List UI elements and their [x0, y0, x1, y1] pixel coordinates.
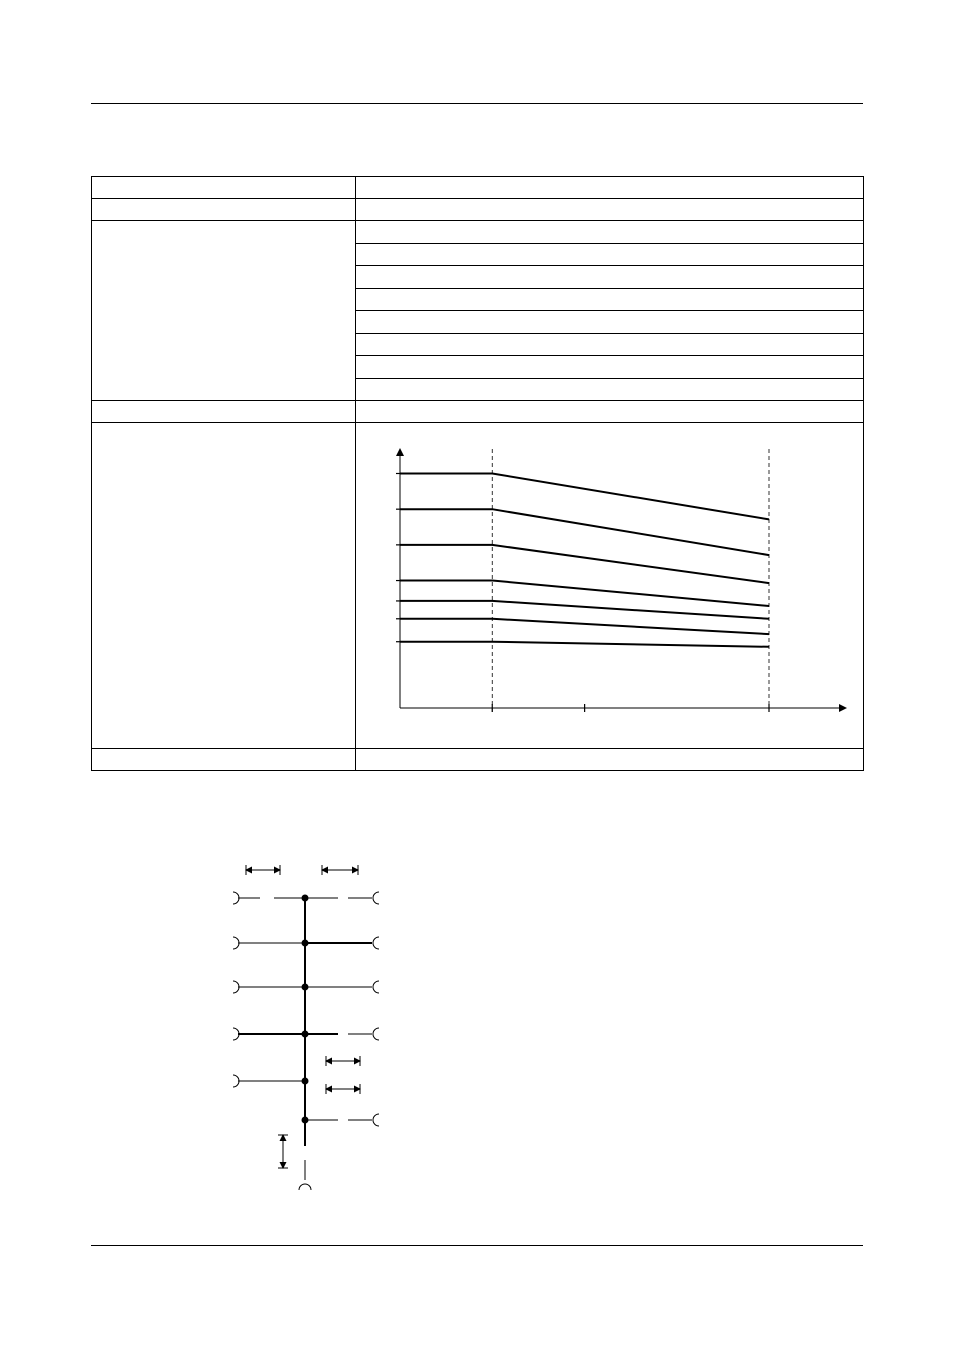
series-line-5: [400, 601, 769, 619]
row-label: [92, 749, 356, 771]
right-terminal: [373, 1114, 379, 1126]
row-value: [356, 749, 864, 771]
row-subvalue: [356, 266, 864, 289]
right-terminal: [373, 892, 379, 904]
row-label: [92, 401, 356, 423]
series-line-6: [400, 619, 769, 634]
series-line-4: [400, 581, 769, 607]
table-row: [92, 749, 864, 771]
series-line-2: [400, 509, 769, 555]
spec-table: [91, 176, 864, 771]
row-subvalue: [356, 378, 864, 401]
row-subvalue: [356, 333, 864, 356]
table-row: [92, 199, 864, 221]
row-label: [92, 177, 356, 199]
row-subvalue: [356, 311, 864, 334]
table-row: [92, 177, 864, 199]
series-line-1: [400, 474, 769, 520]
right-terminal: [373, 1028, 379, 1040]
row-value: [356, 199, 864, 221]
row-subvalue: [356, 243, 864, 266]
row-value: [356, 177, 864, 199]
right-terminal: [373, 981, 379, 993]
table-row: [92, 221, 864, 244]
row-subvalue: [356, 356, 864, 379]
branching-diagram: [200, 850, 400, 1200]
table-row: [92, 423, 864, 749]
row-label: [92, 423, 356, 749]
right-terminal: [373, 937, 379, 949]
chart-cell: [356, 423, 864, 749]
table-row: [92, 401, 864, 423]
series-line-3: [400, 545, 769, 583]
row-label: [92, 221, 356, 401]
row-value: [356, 401, 864, 423]
row-label: [92, 199, 356, 221]
footer-rule: [91, 1245, 863, 1246]
row-subvalue: [356, 288, 864, 311]
series-line-7: [400, 642, 769, 647]
header-rule: [91, 103, 863, 104]
row-subvalue: [356, 221, 864, 244]
derating-chart: [356, 423, 862, 747]
bottom-terminal: [299, 1184, 311, 1190]
